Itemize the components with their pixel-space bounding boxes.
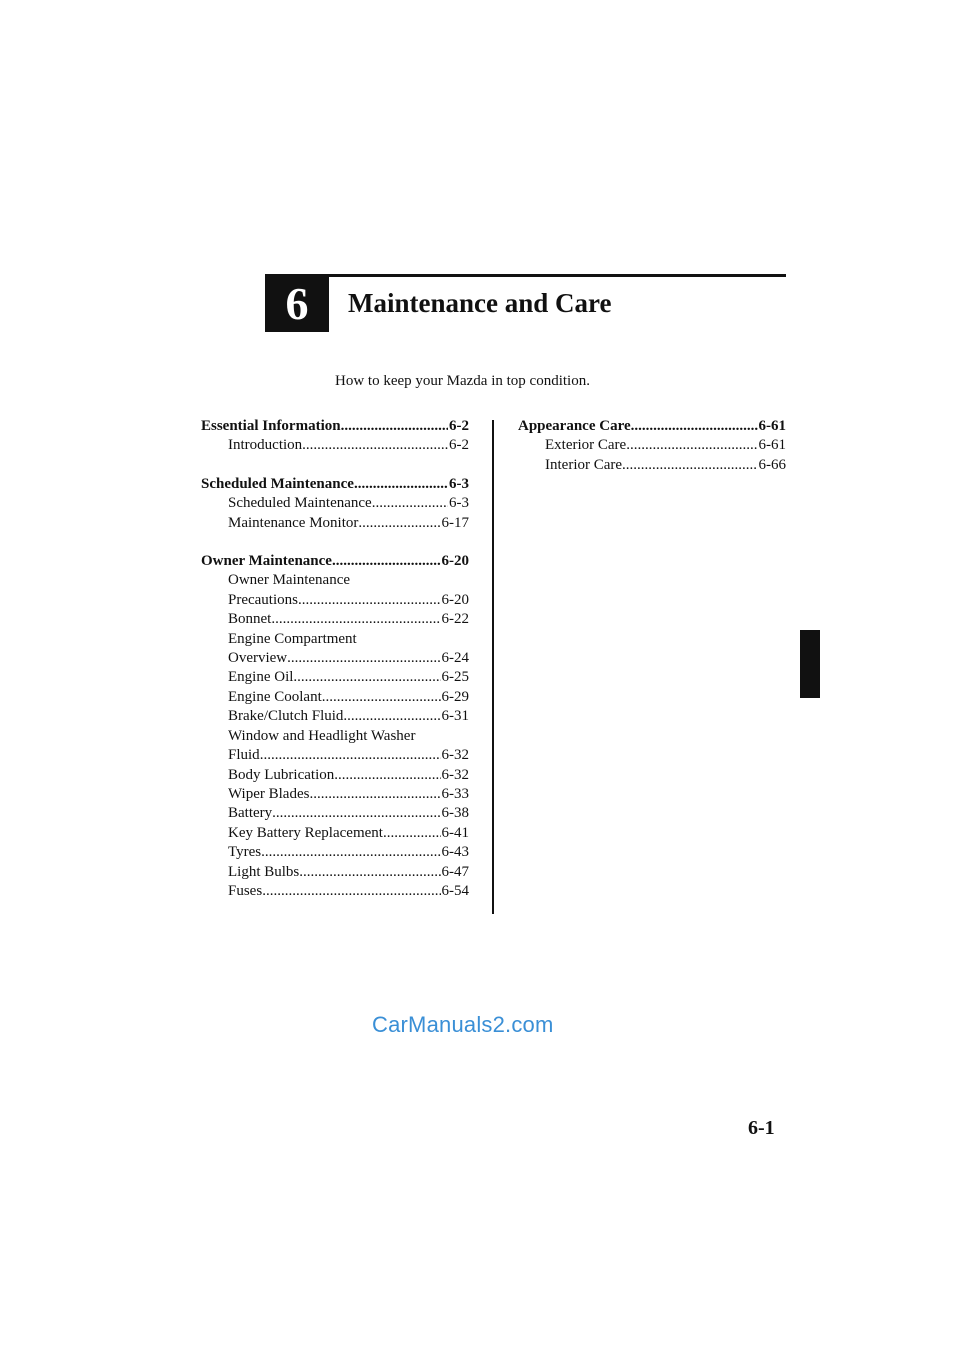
toc-leader-dots — [287, 649, 440, 668]
toc-entry[interactable] — [201, 668, 469, 687]
toc-entry-page: 6-29 — [441, 688, 469, 705]
toc-leader-dots — [302, 436, 448, 455]
toc-entry-label: Key Battery Replacement — [228, 824, 383, 841]
toc-right-column — [518, 417, 786, 494]
toc-heading-page: 6-61 — [758, 418, 786, 434]
toc-leader-dots — [334, 766, 440, 785]
toc-leader-dots — [622, 456, 757, 475]
toc-heading[interactable] — [201, 417, 469, 436]
toc-entry-label: Light Bulbs — [228, 863, 300, 880]
toc-section — [201, 475, 469, 533]
toc-entry[interactable] — [201, 688, 469, 707]
toc-leader-dots — [341, 417, 448, 436]
toc-entry-page: 6-22 — [441, 611, 469, 628]
toc-entry-page: 6-33 — [441, 785, 469, 802]
toc-leader-dots — [262, 882, 440, 901]
toc-entry[interactable] — [201, 610, 469, 629]
toc-leader-dots — [309, 785, 440, 804]
toc-entry-label: Bonnet — [228, 611, 272, 628]
toc-entry-page: 6-2 — [449, 437, 469, 454]
toc-entry-page: 6-32 — [441, 766, 469, 783]
chapter-side-tab — [800, 630, 820, 698]
toc-leader-dots — [260, 746, 441, 765]
page-number: 6-1 — [748, 1117, 775, 1139]
toc-entry-label: Engine Coolant — [228, 688, 322, 705]
toc-entry[interactable] — [518, 436, 786, 455]
toc-heading-page: 6-3 — [449, 475, 469, 492]
toc-entry-label: Wiper Blades — [228, 785, 310, 802]
toc-entry-label: Brake/Clutch Fluid — [228, 708, 344, 725]
toc-entry-page: 6-38 — [441, 805, 469, 822]
toc-leader-dots — [372, 494, 448, 513]
toc-leader-dots — [298, 591, 441, 610]
toc-entry[interactable] — [201, 804, 469, 823]
chapter-title: Maintenance and Care — [348, 288, 612, 318]
toc-entry-page: 6-54 — [441, 882, 469, 899]
toc-entry-label: Battery — [228, 805, 273, 822]
watermark-text: CarManuals2.com — [372, 1012, 554, 1037]
toc-leader-dots — [626, 436, 757, 455]
chapter-header-rule — [328, 274, 786, 277]
toc-entry-label: Fluid — [228, 747, 260, 764]
toc-entry[interactable] — [201, 649, 469, 668]
toc-entry-page: 6-20 — [441, 591, 469, 608]
toc-entry-label: Fuses — [228, 882, 263, 899]
toc-heading-label: Owner Maintenance — [201, 553, 332, 570]
toc-entry-page: 6-47 — [441, 863, 469, 880]
toc-leader-dots — [354, 475, 448, 494]
toc-entry[interactable] — [201, 746, 469, 765]
toc-entry-page: 6-24 — [441, 650, 469, 667]
chapter-subtitle: How to keep your Mazda in top condition. — [335, 373, 590, 389]
toc-section — [201, 417, 469, 456]
toc-entry[interactable] — [201, 824, 469, 843]
toc-entry-label-line: Engine Compartment — [228, 630, 357, 647]
toc-entry-label: Exterior Care — [545, 437, 627, 454]
toc-leader-dots — [631, 417, 758, 436]
toc-entry-page: 6-25 — [441, 669, 469, 686]
toc-heading[interactable] — [201, 552, 469, 571]
toc-entry-page: 6-3 — [449, 495, 469, 512]
toc-entry-page: 6-17 — [441, 514, 469, 531]
toc-leader-dots — [383, 824, 441, 843]
toc-entry[interactable] — [201, 494, 469, 513]
toc-leader-dots — [293, 668, 440, 687]
toc-entry-label: Interior Care — [545, 456, 623, 473]
toc-entry-page: 6-66 — [758, 456, 786, 473]
toc-entry-label: Engine Oil — [228, 669, 294, 686]
toc-heading[interactable] — [518, 417, 786, 436]
toc-entry-label-line: Owner Maintenance — [228, 572, 351, 589]
toc-leader-dots — [332, 552, 441, 571]
toc-section — [201, 552, 469, 901]
toc-leader-dots — [343, 707, 440, 726]
toc-entry[interactable] — [201, 707, 469, 726]
toc-entry-label: Maintenance Monitor — [228, 514, 359, 531]
toc-leader-dots — [271, 610, 440, 629]
toc-heading-page: 6-2 — [449, 418, 469, 434]
toc-entry-label: Body Lubrication — [228, 766, 335, 783]
chapter-number-box: 6 — [265, 274, 329, 332]
column-divider — [492, 420, 494, 914]
toc-section — [518, 417, 786, 475]
toc-leader-dots — [272, 804, 440, 823]
toc-leader-dots — [358, 514, 440, 533]
toc-entry-page: 6-61 — [758, 437, 786, 454]
toc-entry[interactable] — [201, 591, 469, 610]
toc-entry[interactable] — [201, 863, 469, 882]
toc-entry-page: 6-32 — [441, 747, 469, 764]
toc-entry[interactable] — [201, 766, 469, 785]
toc-entry[interactable] — [201, 514, 469, 533]
toc-entry-label-line: Window and Headlight Washer — [228, 727, 416, 744]
toc-leader-dots — [322, 688, 441, 707]
toc-entry-label: Overview — [228, 650, 288, 667]
toc-entry[interactable] — [201, 882, 469, 901]
toc-heading-page: 6-20 — [441, 553, 469, 570]
toc-heading-label: Scheduled Maintenance — [201, 475, 354, 492]
toc-entry[interactable] — [201, 843, 469, 862]
toc-heading-label: Appearance Care — [518, 418, 631, 434]
toc-entry[interactable] — [201, 785, 469, 804]
toc-entry-label: Tyres — [228, 844, 262, 861]
toc-heading[interactable] — [201, 475, 469, 494]
toc-entry-label: Precautions — [228, 591, 298, 608]
toc-left-column — [201, 417, 469, 920]
toc-entry-label: Introduction — [228, 437, 303, 454]
toc-entry-page: 6-41 — [441, 824, 469, 841]
toc-heading-label: Essential Information — [201, 418, 341, 434]
toc-entry[interactable] — [201, 436, 469, 455]
toc-leader-dots — [261, 843, 440, 862]
toc-entry-page: 6-31 — [441, 708, 469, 725]
toc-entry-page: 6-43 — [441, 844, 469, 861]
toc-entry[interactable] — [518, 456, 786, 475]
toc-entry-label: Scheduled Maintenance — [228, 495, 372, 512]
toc-leader-dots — [299, 863, 440, 882]
